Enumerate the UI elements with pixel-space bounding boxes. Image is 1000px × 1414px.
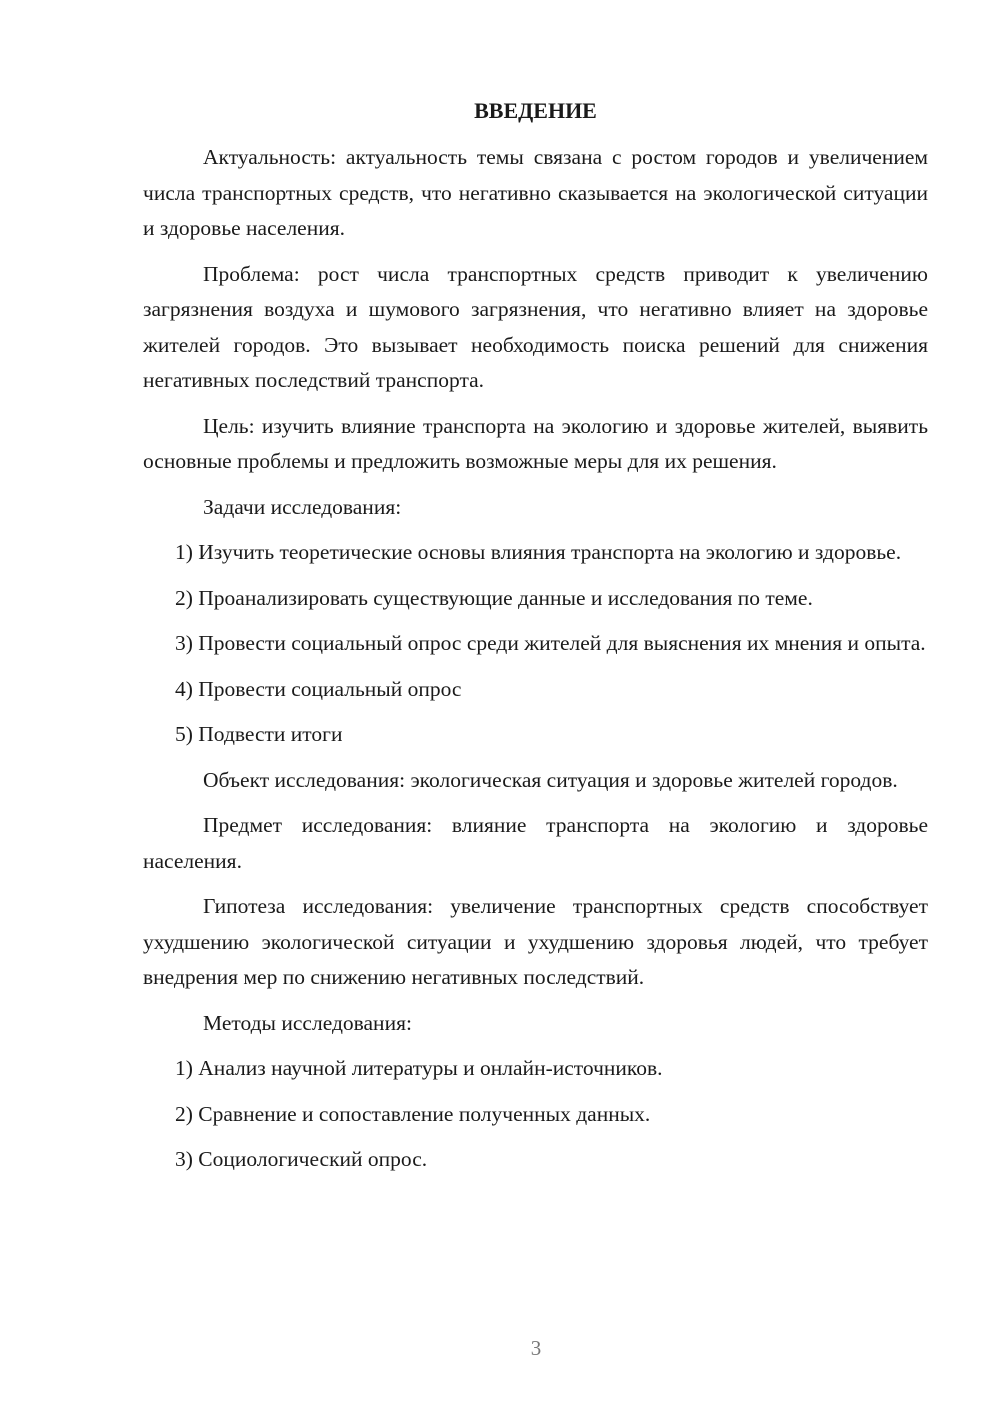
tasks-heading: Задачи исследования: [203, 494, 402, 519]
goal-paragraph: Цель: изучить влияние транспорта на экологию и здоровье жителей, выявить основные проблемы и предложить возможные меры для их решения. [143, 413, 928, 473]
section-title: ВВЕДЕНИЕ [474, 98, 597, 123]
subject-paragraph: Предмет исследования: влияние транспорта на экологию и здоровье населения. [143, 813, 928, 873]
hypothesis-paragraph: Гипотеза исследования: увеличение транспортных средств способствует ухудшению экологической ситуации и ухудшению здоровья людей, что требует внедрения мер по снижению негативных последствий. [143, 894, 928, 989]
problem-paragraph: Проблема: рост числа транспортных средств приводит к увеличению загрязнения воздуха и шумового загрязнения, что негативно влияет на здоровье жителей городов. Это вызывает необходимость поиска решений для снижения негативных последствий транспорта. [143, 261, 928, 392]
task-item-1: 1) Изучить теоретические основы влияния транспорта на экологию и здоровье. [175, 540, 902, 564]
task-item-2: 2) Проанализировать существующие данные и исследования по теме. [175, 585, 813, 610]
page-number: 3 [530, 1336, 542, 1360]
object-paragraph: Объект исследования: экологическая ситуация и здоровье жителей городов. [203, 767, 898, 792]
relevance-paragraph: Актуальность: актуальность темы связана с ростом городов и увеличением числа транспортных средств, что негативно сказывается на экологической ситуации и здоровье населения. [143, 145, 928, 240]
methods-heading: Методы исследования: [203, 1010, 412, 1035]
method-item-2: 2) Сравнение и сопоставление полученных данных. [175, 1101, 651, 1126]
document-page [143, 95, 928, 1188]
task-item-5: 5) Подвести итоги [175, 722, 343, 746]
task-item-3: 3) Провести социальный опрос среди жителей для выяснения их мнения и опыта. [175, 631, 926, 655]
task-item-4: 4) Провести социальный опрос [175, 676, 462, 701]
method-item-1: 1) Анализ научной литературы и онлайн-источников. [175, 1056, 663, 1080]
method-item-3: 3) Социологический опрос. [175, 1147, 428, 1171]
